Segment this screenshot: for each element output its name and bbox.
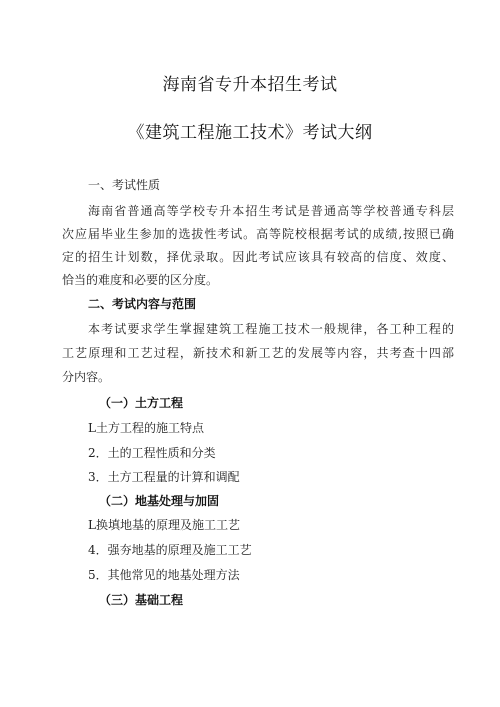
- paragraph-line: 本考试要求学生掌握建筑工程施工技术一般规律，各工种工程的: [88, 322, 454, 336]
- paragraph-line: 定的招生计划数，择优录取。因此考试应该具有较高的信度、效度、: [62, 250, 454, 264]
- list-item: L土方工程的施工特点: [88, 421, 204, 435]
- document-title: 海南省专升本招生考试: [162, 75, 338, 95]
- subsection-heading: （一）土方工程: [99, 396, 184, 410]
- document-subtitle: 《建筑工程施工技术》考试大纲: [127, 123, 373, 143]
- section-heading-exam-nature: 一、考试性质: [88, 178, 161, 192]
- list-item: 4．强夯地基的原理及施工工艺: [88, 543, 252, 557]
- list-item: L换填地基的原理及施工工艺: [88, 518, 240, 532]
- subsection-heading: （二）地基处理与加固: [99, 494, 220, 508]
- paragraph-line: 海南省普通高等学校专升本招生考试是普通高等学校普通专科层: [88, 204, 454, 218]
- paragraph-line: 工艺原理和工艺过程，新技术和新工艺的发展等内容，共考查十四部: [62, 346, 454, 360]
- list-item: 2．土的工程性质和分类: [88, 446, 216, 460]
- list-item: 5．其他常见的地基处理方法: [88, 568, 240, 582]
- paragraph-line: 恰当的难度和必要的区分度。: [62, 273, 219, 287]
- paragraph-line: 次应届毕业生参加的选拔性考试。高等院校根据考试的成绩,按照已确: [62, 227, 454, 241]
- list-item: 3．土方工程量的计算和调配: [88, 470, 240, 484]
- paragraph-line: 分内容。: [62, 370, 111, 384]
- section-heading-exam-content: 二、考试内容与范围: [88, 297, 197, 311]
- subsection-heading: （三）基础工程: [99, 593, 184, 607]
